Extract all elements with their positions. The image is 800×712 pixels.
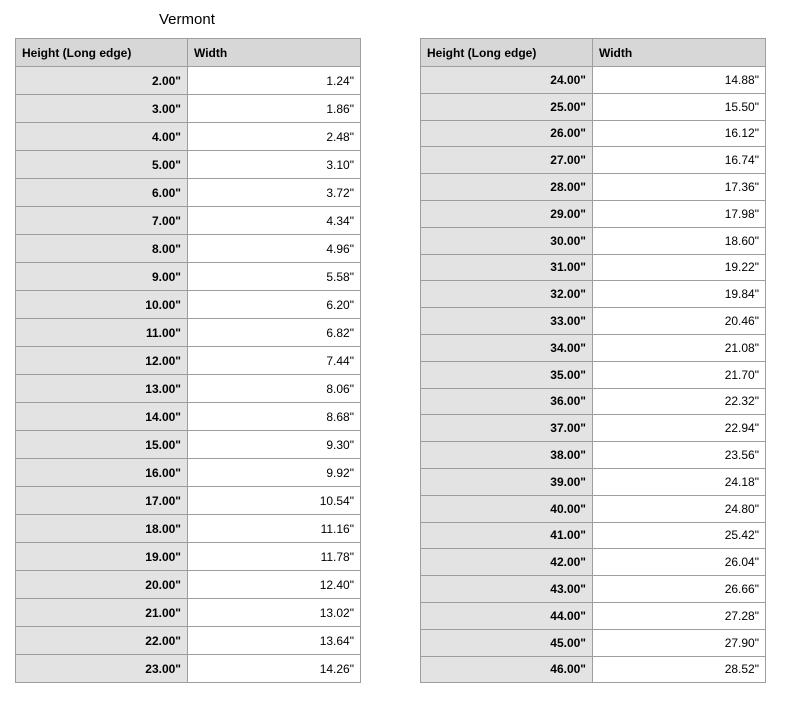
height-cell: 20.00" bbox=[16, 571, 188, 599]
width-cell: 11.16" bbox=[188, 515, 361, 543]
height-cell: 12.00" bbox=[16, 347, 188, 375]
width-column-header: Width bbox=[188, 39, 361, 67]
height-column-header: Height (Long edge) bbox=[421, 39, 593, 67]
table-row bbox=[421, 522, 766, 549]
height-cell: 39.00" bbox=[421, 468, 593, 495]
table-row bbox=[421, 200, 766, 227]
height-column-header: Height (Long edge) bbox=[16, 39, 188, 67]
height-cell: 16.00" bbox=[16, 459, 188, 487]
width-cell: 23.56" bbox=[593, 442, 766, 469]
height-cell: 13.00" bbox=[16, 375, 188, 403]
table-row bbox=[16, 67, 361, 95]
table-row bbox=[16, 263, 361, 291]
height-cell: 36.00" bbox=[421, 388, 593, 415]
width-cell: 18.60" bbox=[593, 227, 766, 254]
width-cell: 16.74" bbox=[593, 147, 766, 174]
width-cell: 4.34" bbox=[188, 207, 361, 235]
width-cell: 14.26" bbox=[188, 655, 361, 683]
width-cell: 6.82" bbox=[188, 319, 361, 347]
width-column-header: Width bbox=[593, 39, 766, 67]
table-row bbox=[421, 308, 766, 335]
height-cell: 26.00" bbox=[421, 120, 593, 147]
table-body bbox=[421, 67, 766, 683]
height-cell: 29.00" bbox=[421, 200, 593, 227]
width-cell: 19.84" bbox=[593, 281, 766, 308]
table-row bbox=[421, 334, 766, 361]
height-cell: 2.00" bbox=[16, 67, 188, 95]
width-cell: 11.78" bbox=[188, 543, 361, 571]
table-row bbox=[421, 281, 766, 308]
table-row bbox=[421, 120, 766, 147]
height-cell: 45.00" bbox=[421, 629, 593, 656]
table-row bbox=[421, 174, 766, 201]
table-row bbox=[421, 442, 766, 469]
width-cell: 27.28" bbox=[593, 602, 766, 629]
width-cell: 17.98" bbox=[593, 200, 766, 227]
height-cell: 30.00" bbox=[421, 227, 593, 254]
width-cell: 8.68" bbox=[188, 403, 361, 431]
height-cell: 32.00" bbox=[421, 281, 593, 308]
width-cell: 21.08" bbox=[593, 334, 766, 361]
table-row bbox=[16, 291, 361, 319]
height-cell: 38.00" bbox=[421, 442, 593, 469]
height-cell: 24.00" bbox=[421, 67, 593, 94]
table-row bbox=[421, 227, 766, 254]
height-cell: 25.00" bbox=[421, 93, 593, 120]
table-row bbox=[421, 495, 766, 522]
height-cell: 31.00" bbox=[421, 254, 593, 281]
table-header-row bbox=[421, 39, 766, 67]
table-row bbox=[16, 571, 361, 599]
height-cell: 42.00" bbox=[421, 549, 593, 576]
width-cell: 24.80" bbox=[593, 495, 766, 522]
height-cell: 6.00" bbox=[16, 179, 188, 207]
table-row bbox=[16, 627, 361, 655]
width-cell: 3.72" bbox=[188, 179, 361, 207]
table-row bbox=[16, 235, 361, 263]
table-row bbox=[421, 576, 766, 603]
height-cell: 41.00" bbox=[421, 522, 593, 549]
height-cell: 9.00" bbox=[16, 263, 188, 291]
height-cell: 14.00" bbox=[16, 403, 188, 431]
table-row bbox=[16, 347, 361, 375]
table-row bbox=[421, 254, 766, 281]
height-cell: 34.00" bbox=[421, 334, 593, 361]
table-row bbox=[421, 415, 766, 442]
width-cell: 27.90" bbox=[593, 629, 766, 656]
width-cell: 20.46" bbox=[593, 308, 766, 335]
height-cell: 37.00" bbox=[421, 415, 593, 442]
height-cell: 17.00" bbox=[16, 487, 188, 515]
table-row bbox=[421, 388, 766, 415]
height-cell: 3.00" bbox=[16, 95, 188, 123]
width-cell: 9.92" bbox=[188, 459, 361, 487]
width-cell: 2.48" bbox=[188, 123, 361, 151]
width-cell: 15.50" bbox=[593, 93, 766, 120]
width-cell: 12.40" bbox=[188, 571, 361, 599]
height-cell: 5.00" bbox=[16, 151, 188, 179]
height-cell: 15.00" bbox=[16, 431, 188, 459]
height-cell: 33.00" bbox=[421, 308, 593, 335]
table-row bbox=[16, 431, 361, 459]
table-row bbox=[421, 656, 766, 683]
width-cell: 22.32" bbox=[593, 388, 766, 415]
width-cell: 28.52" bbox=[593, 656, 766, 683]
height-cell: 35.00" bbox=[421, 361, 593, 388]
table-row bbox=[421, 549, 766, 576]
height-cell: 40.00" bbox=[421, 495, 593, 522]
table-row bbox=[16, 319, 361, 347]
width-cell: 9.30" bbox=[188, 431, 361, 459]
width-cell: 21.70" bbox=[593, 361, 766, 388]
width-cell: 6.20" bbox=[188, 291, 361, 319]
height-cell: 28.00" bbox=[421, 174, 593, 201]
height-cell: 27.00" bbox=[421, 147, 593, 174]
table-row bbox=[16, 543, 361, 571]
table-row bbox=[16, 95, 361, 123]
table-row bbox=[421, 67, 766, 94]
height-cell: 19.00" bbox=[16, 543, 188, 571]
table-row bbox=[421, 629, 766, 656]
table-row bbox=[16, 375, 361, 403]
width-cell: 25.42" bbox=[593, 522, 766, 549]
width-cell: 13.64" bbox=[188, 627, 361, 655]
table-row bbox=[421, 602, 766, 629]
height-cell: 21.00" bbox=[16, 599, 188, 627]
height-cell: 4.00" bbox=[16, 123, 188, 151]
table-row bbox=[421, 93, 766, 120]
table-row bbox=[16, 599, 361, 627]
height-cell: 7.00" bbox=[16, 207, 188, 235]
size-table-right bbox=[420, 38, 766, 683]
width-cell: 24.18" bbox=[593, 468, 766, 495]
table-header-row bbox=[16, 39, 361, 67]
size-table-left bbox=[15, 38, 361, 683]
height-cell: 8.00" bbox=[16, 235, 188, 263]
width-cell: 19.22" bbox=[593, 254, 766, 281]
table-row bbox=[16, 179, 361, 207]
width-cell: 10.54" bbox=[188, 487, 361, 515]
height-cell: 22.00" bbox=[16, 627, 188, 655]
table-row bbox=[16, 123, 361, 151]
width-cell: 14.88" bbox=[593, 67, 766, 94]
height-cell: 11.00" bbox=[16, 319, 188, 347]
width-cell: 16.12" bbox=[593, 120, 766, 147]
width-cell: 13.02" bbox=[188, 599, 361, 627]
width-cell: 3.10" bbox=[188, 151, 361, 179]
table-row bbox=[421, 147, 766, 174]
width-cell: 26.04" bbox=[593, 549, 766, 576]
height-cell: 10.00" bbox=[16, 291, 188, 319]
table-row bbox=[16, 207, 361, 235]
table-row bbox=[421, 361, 766, 388]
width-cell: 4.96" bbox=[188, 235, 361, 263]
table-row bbox=[16, 515, 361, 543]
height-cell: 43.00" bbox=[421, 576, 593, 603]
width-cell: 5.58" bbox=[188, 263, 361, 291]
table-row bbox=[16, 403, 361, 431]
height-cell: 44.00" bbox=[421, 602, 593, 629]
height-cell: 23.00" bbox=[16, 655, 188, 683]
table-row bbox=[16, 151, 361, 179]
height-cell: 18.00" bbox=[16, 515, 188, 543]
width-cell: 26.66" bbox=[593, 576, 766, 603]
width-cell: 8.06" bbox=[188, 375, 361, 403]
height-cell: 46.00" bbox=[421, 656, 593, 683]
page-title: Vermont bbox=[159, 11, 215, 28]
table-row bbox=[16, 655, 361, 683]
width-cell: 1.24" bbox=[188, 67, 361, 95]
width-cell: 17.36" bbox=[593, 174, 766, 201]
table-row bbox=[16, 459, 361, 487]
table-row bbox=[16, 487, 361, 515]
table-body bbox=[16, 67, 361, 683]
width-cell: 7.44" bbox=[188, 347, 361, 375]
width-cell: 22.94" bbox=[593, 415, 766, 442]
width-cell: 1.86" bbox=[188, 95, 361, 123]
table-row bbox=[421, 468, 766, 495]
